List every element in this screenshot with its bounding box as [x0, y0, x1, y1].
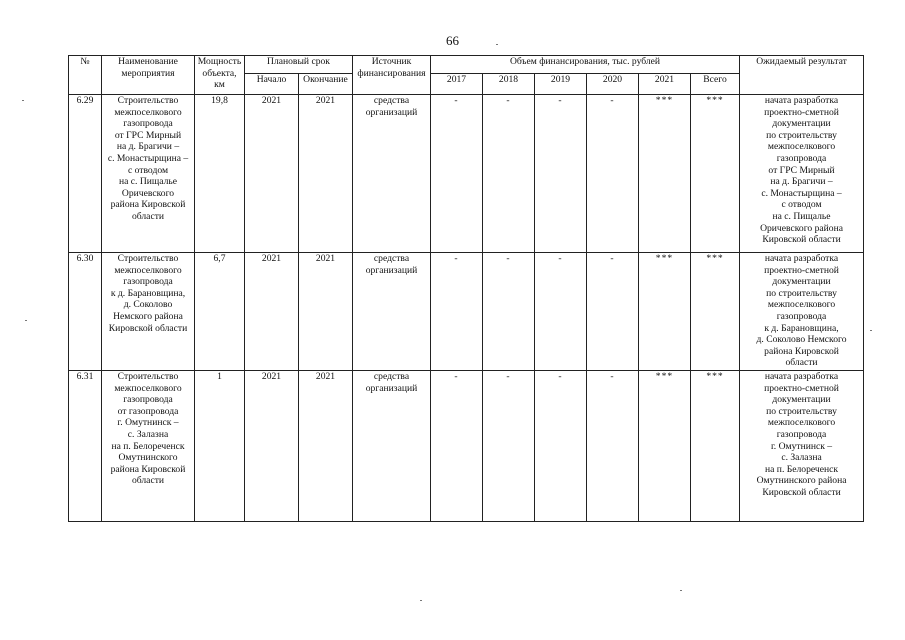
table-row [69, 95, 864, 253]
header-start: Начало [245, 74, 299, 95]
capacity-value: 19,8 [195, 95, 245, 253]
funding-2017: - [431, 253, 483, 371]
header-name: Наименование мероприятия [102, 56, 195, 95]
row-number: 6.29 [69, 95, 102, 253]
scan-speck [870, 330, 872, 331]
header-num: № [69, 56, 102, 95]
funding-2020: - [587, 371, 639, 522]
scan-speck [680, 590, 682, 591]
capacity-value: 6,7 [195, 253, 245, 371]
funding-source: средства организаций [353, 95, 431, 253]
header-year-2020: 2020 [587, 74, 639, 95]
funding-2017: - [431, 95, 483, 253]
header-capacity: Мощность объекта, км [195, 56, 245, 95]
expected-result: начата разработка проектно-сметной документации по строительству межпоселкового газопровода от ГРС Мирный на д. Брагичи – с. Монастырщина – с отводом на с. Пищалье Оричевского района Кировской области [740, 95, 864, 253]
measures-table [68, 55, 864, 522]
scan-speck [420, 600, 422, 601]
funding-source: средства организаций [353, 371, 431, 522]
page-number: 66 [446, 33, 459, 48]
row-number: 6.31 [69, 371, 102, 522]
funding-total: *** [691, 371, 740, 522]
expected-result: начата разработка проектно-сметной документации по строительству межпоселкового газопровода г. Омутнинск – с. Залазна на п. Белореченск Омутнинского района Кировской области [740, 371, 864, 522]
funding-total: *** [691, 95, 740, 253]
funding-2019: - [535, 95, 587, 253]
funding-2018: - [483, 371, 535, 522]
funding-2021: *** [639, 95, 691, 253]
funding-2019: - [535, 371, 587, 522]
funding-2019: - [535, 253, 587, 371]
header-end: Окончание [299, 74, 353, 95]
scan-speck [25, 320, 27, 321]
table-row [69, 253, 864, 371]
header-year-2021: 2021 [639, 74, 691, 95]
table-row [69, 371, 864, 522]
funding-source: средства организаций [353, 253, 431, 371]
scan-speck [496, 44, 498, 45]
expected-result: начата разработка проектно-сметной документации по строительству межпоселкового газопровода к д. Барановщина, д. Соколово Немского района Кировской области [740, 253, 864, 371]
end-year: 2021 [299, 371, 353, 522]
header-year-2019: 2019 [535, 74, 587, 95]
funding-total: *** [691, 253, 740, 371]
funding-2020: - [587, 253, 639, 371]
header-year-2017: 2017 [431, 74, 483, 95]
start-year: 2021 [245, 253, 299, 371]
start-year: 2021 [245, 371, 299, 522]
header-total: Всего [691, 74, 740, 95]
capacity-value: 1 [195, 371, 245, 522]
row-number: 6.30 [69, 253, 102, 371]
measure-name: Строительство межпоселкового газопровода от газопровода г. Омутнинск – с. Залазна на п. Белореченск Омутнинского района Кировской области [102, 371, 195, 522]
end-year: 2021 [299, 253, 353, 371]
header-year-2018: 2018 [483, 74, 535, 95]
header-funding: Объем финансирования, тыс. рублей [431, 56, 740, 74]
header-source: Источник финансирования [353, 56, 431, 95]
header-planned-period: Плановый срок [245, 56, 353, 74]
funding-2017: - [431, 371, 483, 522]
funding-2018: - [483, 95, 535, 253]
end-year: 2021 [299, 95, 353, 253]
start-year: 2021 [245, 95, 299, 253]
scan-speck [22, 100, 24, 101]
funding-2018: - [483, 253, 535, 371]
funding-2020: - [587, 95, 639, 253]
measure-name: Строительство межпоселкового газопровода к д. Барановщина, д. Соколово Немского района Кировской области [102, 253, 195, 371]
funding-2021: *** [639, 253, 691, 371]
measure-name: Строительство межпоселкового газопровода от ГРС Мирный на д. Брагичи – с. Монастырщина – с отводом на с. Пищалье Оричевского района Кировской области [102, 95, 195, 253]
header-result: Ожидаемый результат [740, 56, 864, 95]
header-row-top [69, 56, 864, 74]
funding-2021: *** [639, 371, 691, 522]
